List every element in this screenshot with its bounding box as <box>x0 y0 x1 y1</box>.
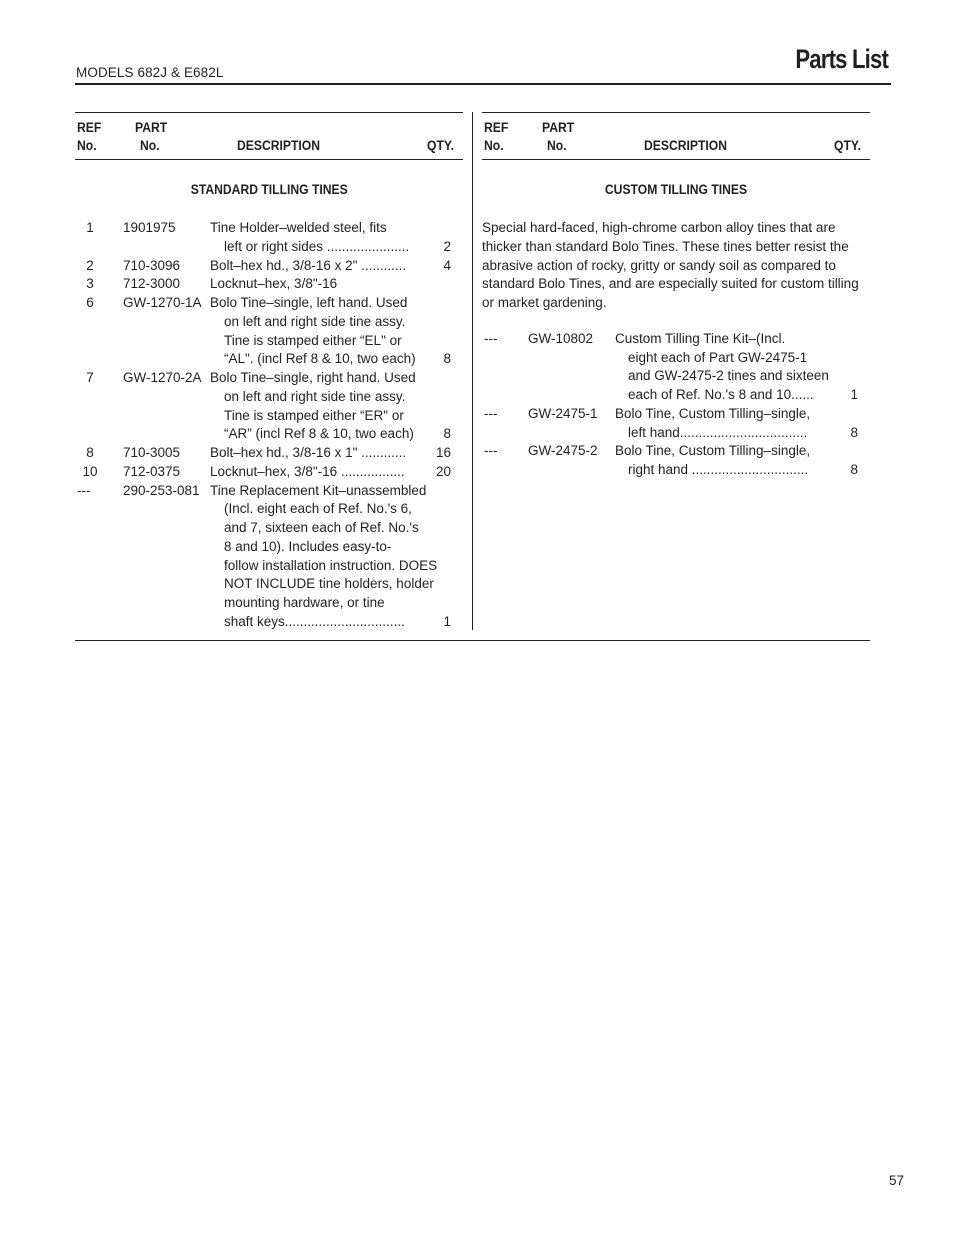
description: eight each of Part GW-2475-1 <box>628 349 808 365</box>
ref-number: --- <box>484 405 498 421</box>
part-number: GW-1270-2A <box>123 370 202 385</box>
table-row <box>75 482 463 632</box>
table-row <box>75 257 463 276</box>
row-line <box>482 330 870 349</box>
ref-number: --- <box>484 330 498 346</box>
ref-number: 10 <box>82 463 98 479</box>
description: follow installation instruction. DOES <box>224 557 438 573</box>
row-line <box>75 350 463 369</box>
ref-number: 6 <box>86 295 94 310</box>
row-line <box>482 367 870 386</box>
row-line <box>482 405 870 424</box>
header-ref-no: No. <box>77 138 97 153</box>
top-rule <box>75 83 891 85</box>
part-number: 290-253-081 <box>123 482 200 498</box>
description: Tine Replacement Kit–unassembled <box>210 482 427 498</box>
ref-number: 7 <box>86 370 94 385</box>
description: Tine is stamped either “ER" or <box>224 407 404 423</box>
table-row <box>75 444 463 463</box>
quantity: 1 <box>443 613 451 629</box>
description: left hand.................................. <box>628 424 808 440</box>
table-row <box>75 463 463 482</box>
row-line <box>75 594 463 613</box>
header-part-no: No. <box>547 138 567 153</box>
row-line <box>75 538 463 557</box>
part-number: 712-3000 <box>123 276 181 292</box>
description: 8 and 10). Includes easy-to- <box>224 538 392 554</box>
row-line <box>75 275 463 294</box>
description: Locknut–hex, 3/8"-16 ................. <box>210 463 405 479</box>
part-number: 712-0375 <box>123 463 181 479</box>
ref-number: 3 <box>86 276 94 292</box>
ref-number: --- <box>484 443 498 459</box>
column-divider <box>472 112 473 630</box>
description: Bolo Tine, Custom Tilling–single, <box>615 405 811 421</box>
header-ref-no: No. <box>484 138 504 153</box>
row-line <box>75 575 463 594</box>
description: mounting hardware, or tine <box>224 595 385 610</box>
row-line <box>75 463 463 482</box>
part-number: GW-10802 <box>528 330 594 346</box>
page-number: 57 <box>889 1173 905 1188</box>
row-line <box>75 482 463 501</box>
row-line <box>75 369 463 388</box>
section-title: STANDARD TILLING TINES <box>190 182 348 197</box>
row-line <box>75 407 463 426</box>
header-part-no: No. <box>140 138 160 153</box>
quantity: 4 <box>443 257 451 273</box>
description: Locknut–hex, 3/8"-16 <box>210 276 338 292</box>
custom-tines-column <box>482 112 870 480</box>
table-row <box>75 294 463 369</box>
row-line <box>482 349 870 368</box>
description: Tine is stamped either “EL" or <box>224 332 402 348</box>
quantity: 16 <box>435 445 451 460</box>
row-line <box>75 332 463 351</box>
row-line <box>75 613 463 632</box>
row-line <box>482 442 870 461</box>
row-line <box>75 425 463 444</box>
ref-number: 1 <box>86 220 94 235</box>
header-qty: QTY. <box>833 138 861 153</box>
quantity: 8 <box>850 424 858 440</box>
ref-number: --- <box>77 482 91 498</box>
models-label: MODELS 682J & E682L <box>76 65 224 80</box>
description: Custom Tilling Tine Kit–(Incl. <box>615 330 786 346</box>
header-ref: REF <box>484 120 509 135</box>
description: and 7, sixteen each of Ref. No.'s <box>224 520 419 535</box>
quantity: 20 <box>435 463 451 479</box>
header-ref: REF <box>77 120 102 135</box>
part-number: 710-3096 <box>123 257 181 273</box>
page-title: Parts List <box>795 44 888 74</box>
description: left or right sides ...................... <box>224 238 410 254</box>
description: Bolo Tine–single, right hand. Used <box>210 370 416 385</box>
table-header <box>482 112 870 160</box>
row-line <box>75 219 463 238</box>
description: “AR” (incl Ref 8 & 10, two each) <box>224 426 414 442</box>
description: Tine Holder–welded steel, fits <box>210 220 387 235</box>
row-line <box>482 386 870 405</box>
intro-paragraph: Special hard-faced, high-chrome carbon alloy tines that are thicker than standard Bolo Tines. These tines better resist the abrasive action of rocky, gritty or sandy soil as compared to standard Bolo Tines, and are especially suited for custom tilling or market gardening. <box>482 220 859 310</box>
ref-number: 2 <box>86 257 94 273</box>
row-line <box>75 257 463 276</box>
quantity: 8 <box>850 462 858 477</box>
description: “AL". (incl Ref 8 & 10, two each) <box>224 351 416 367</box>
row-line <box>75 557 463 576</box>
part-number: 1901975 <box>123 220 176 235</box>
row-line <box>482 424 870 443</box>
header-part: PART <box>135 120 168 135</box>
row-line <box>75 444 463 463</box>
description: right hand ............................... <box>628 462 809 477</box>
part-number: GW-1270-1A <box>123 295 202 310</box>
row-line <box>75 313 463 332</box>
row-line <box>75 519 463 538</box>
quantity: 8 <box>443 351 451 367</box>
section-title: CUSTOM TILLING TINES <box>604 182 748 197</box>
part-number: GW-2475-2 <box>528 443 598 459</box>
description: NOT INCLUDE tine holders, holder <box>224 576 434 592</box>
table-row <box>75 275 463 294</box>
table-row <box>482 442 870 480</box>
quantity: 8 <box>443 426 451 442</box>
description: shaft keys................................ <box>224 613 405 629</box>
description: Bolt–hex hd., 3/8-16 x 2" ............ <box>210 257 407 273</box>
description: (Incl. eight each of Ref. No.'s 6, <box>224 501 412 517</box>
description: on left and right side tine assy. <box>224 388 406 404</box>
part-number: 710-3005 <box>123 445 181 460</box>
bottom-rule <box>75 640 870 641</box>
header-qty: QTY. <box>426 138 454 153</box>
part-number: GW-2475-1 <box>528 405 598 421</box>
description: on left and right side tine assy. <box>224 313 406 329</box>
row-line <box>482 461 870 480</box>
parts-list <box>75 219 463 632</box>
table-header <box>75 112 463 160</box>
table-row <box>75 219 463 257</box>
header-description: DESCRIPTION <box>644 138 728 153</box>
table-row <box>482 330 870 405</box>
description: and GW-2475-2 tines and sixteen <box>628 368 829 384</box>
header-part: PART <box>542 120 575 135</box>
standard-tines-column <box>75 112 463 632</box>
description: Bolo Tine–single, left hand. Used <box>210 295 408 310</box>
quantity: 1 <box>850 387 858 402</box>
description: Bolt–hex hd., 3/8-16 x 1" ............ <box>210 445 407 460</box>
table-row <box>75 369 463 444</box>
row-line <box>75 500 463 519</box>
header-description: DESCRIPTION <box>237 138 321 153</box>
row-line <box>75 294 463 313</box>
quantity: 2 <box>443 238 451 254</box>
description: each of Ref. No.'s 8 and 10...... <box>628 387 814 402</box>
row-line <box>75 238 463 257</box>
parts-list <box>482 330 870 480</box>
table-row <box>482 405 870 443</box>
row-line <box>75 388 463 407</box>
description: Bolo Tine, Custom Tilling–single, <box>615 443 811 459</box>
ref-number: 8 <box>86 445 94 460</box>
